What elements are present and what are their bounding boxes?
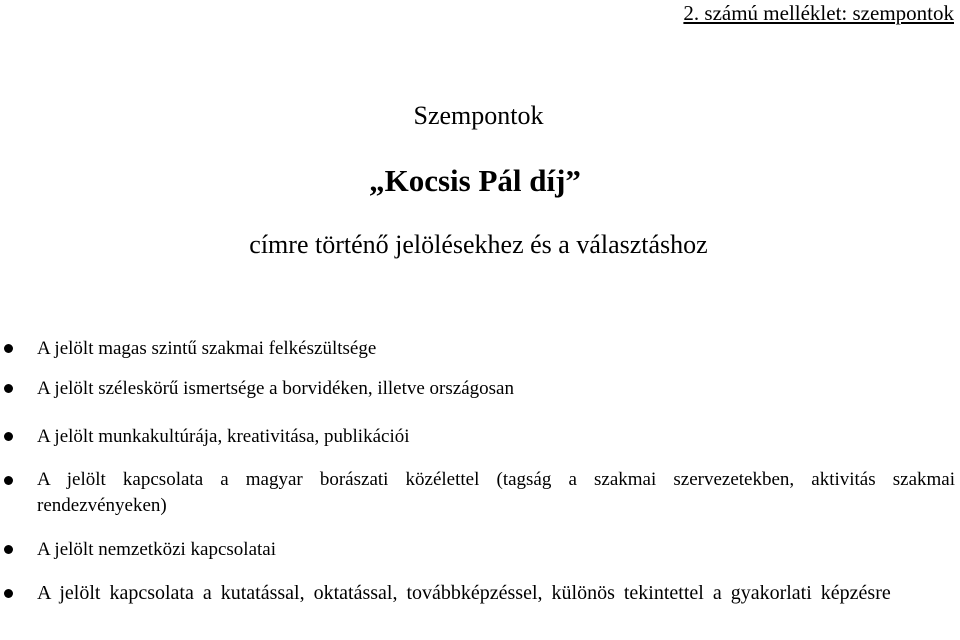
criterion-text: A jelölt széleskörű ismertsége a borvidéken, illetve országosan [37, 378, 514, 399]
criterion-text: A jelölt kapcsolata a magyar borászati közélettel (tagság a szakmai szervezetekben, aktivitás szakmai rendezvényeken) [37, 469, 955, 516]
criterion-text: A jelölt nemzetközi kapcsolatai [37, 539, 277, 560]
criterion-text: A jelölt munkakultúrája, kreativitása, publikációi [37, 426, 410, 447]
document-subtitle: címre történő jelölésekhez és a választáshoz [249, 230, 708, 259]
award-name: „Kocsis Pál díj” [369, 163, 581, 198]
bullet-icon [4, 545, 13, 554]
criterion-text: A jelölt kapcsolata a kutatással, oktatással, továbbképzéssel, különös tekintettel a gyakorlati képzésre [37, 582, 891, 604]
bullet-icon [4, 432, 13, 441]
document-title: Szempontok [413, 101, 544, 130]
bullet-icon [4, 589, 13, 598]
annex-label: 2. számú melléklet: szempontok [683, 1, 954, 25]
bullet-icon [4, 344, 13, 353]
criterion-text: A jelölt magas szintű szakmai felkészültsége [37, 338, 377, 359]
bullet-icon [4, 384, 13, 393]
bullet-icon [4, 476, 13, 485]
